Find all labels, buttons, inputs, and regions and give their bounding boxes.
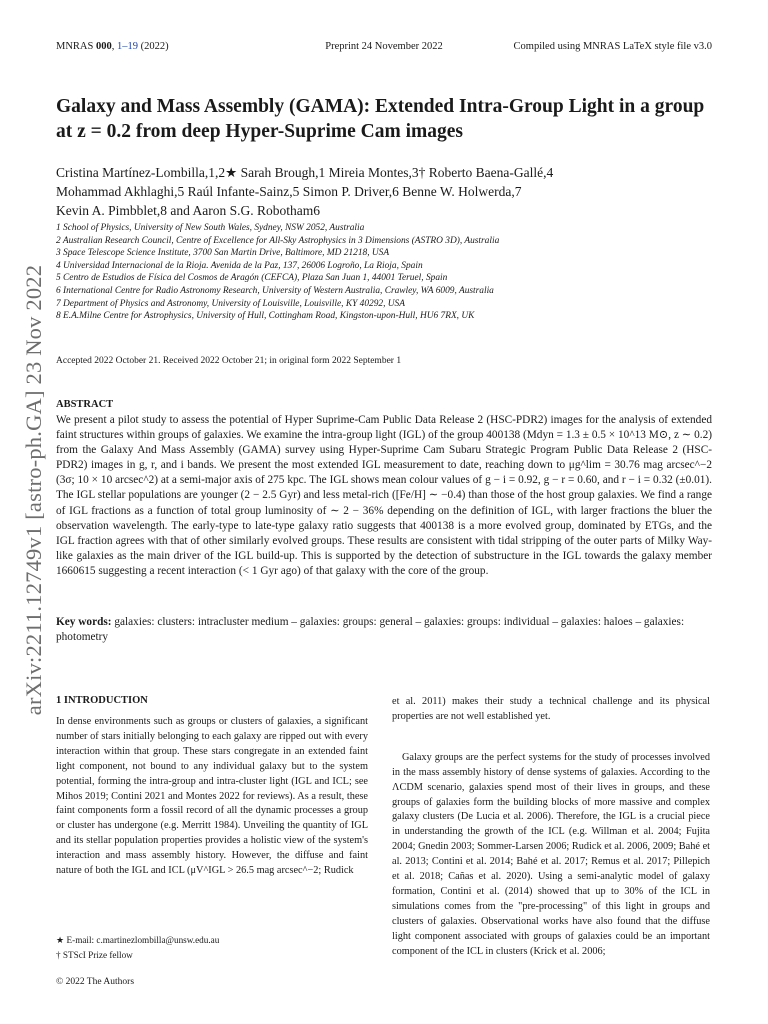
copyright-notice: © 2022 The Authors	[56, 977, 135, 987]
affiliation: 5 Centro de Estudios de Física del Cosmos de Aragón (CEFCA), Plaza San Juan 1, 44001 Teruel, Spain	[56, 273, 448, 284]
footnote-prize: † STScI Prize fellow	[56, 950, 133, 960]
section-heading: 1 INTRODUCTION	[56, 695, 148, 706]
preprint-date: Preprint 24 November 2022	[325, 41, 443, 52]
journal-reference: MNRAS 000, 1–19 (2022)	[56, 41, 169, 52]
right-column	[392, 695, 710, 960]
keywords-text: galaxies: clusters: intracluster medium – galaxies: groups: general – galaxies: groups: individual – galaxies: haloes – galaxies: photometry	[56, 616, 685, 643]
affiliation: 1 School of Physics, University of New South Wales, Sydney, NSW 2052, Australia	[56, 223, 365, 233]
arxiv-watermark	[14, 230, 54, 750]
keywords	[56, 615, 712, 645]
affiliation: 2 Australian Research Council, Centre of Excellence for All-Sky Astrophysics in 3 Dimensions (ASTRO 3D), Australia	[56, 235, 500, 246]
page-range-link[interactable]: 1–19	[116, 41, 138, 52]
compiled-note: Compiled using MNRAS LaTeX style file v3.0	[513, 41, 712, 52]
intro-paragraph-continued: et al. 2011) makes their study a technical challenge and its physical properties are not well established yet.	[392, 696, 710, 722]
abstract-section	[56, 399, 712, 579]
affiliation: 4 Universidad Internacional de la Rioja. Avenida de la Paz, 137, 26006 Logroño, La Rioja, Spain	[56, 260, 423, 271]
affiliation: 6 International Centre for Radio Astronomy Research, University of Western Australia, Crawley, WA 6009, Australia	[56, 285, 494, 296]
running-header	[56, 41, 712, 55]
affiliation: 8 E.A.Milne Centre for Astrophysics, University of Hull, Cottingham Road, Kingston-upon-Hull, HU6 7RX, UK	[56, 311, 475, 322]
author-line: Mohammad Akhlaghi,5 Raúl Infante-Sainz,5 Simon P. Driver,6 Benne W. Holwerda,7	[56, 184, 522, 199]
intro-paragraph: In dense environments such as groups or clusters of galaxies, a significant number of stars initially belonging to each galaxy are ripped out with every interaction within that group. These stars congregate in an extended faint light component, not bound to any individual galaxy but to the system potential, forming the intra-group and intra-cluster light (IGL and ICL; see Mihos 2019; Contini 2021 and Montes 2022 for reviews). As a result, these faint components form a fossil record of all the dynamic processes a group or cluster has undergone (e.g. Merritt 1984). Unveiling the quantity of IGL and its stellar population properties provides a holistic view of the system's interaction and mass assembly history. However, the diffuse and faint nature of both the IGL and ICL (μV^IGL > 26.5 mag arcsec^−2; Rudick	[56, 716, 368, 877]
author-line: Cristina Martínez-Lombilla,1,2★ Sarah Brough,1 Mireia Montes,3† Roberto Baena-Gallé,4	[56, 165, 554, 180]
affiliation: 7 Department of Physics and Astronomy, University of Louisville, Louisville, KY 40292, USA	[56, 298, 405, 309]
affiliation-list	[56, 222, 716, 323]
author-line: Kevin A. Pimbblet,8 and Aaron S.G. Robotham6	[56, 203, 320, 218]
abstract-heading: ABSTRACT	[56, 399, 114, 410]
affiliation: 3 Space Telescope Science Institute, 3700 San Martin Drive, Baltimore, MD 21218, USA	[56, 248, 390, 259]
volume-number: 000	[95, 41, 112, 52]
footnotes	[56, 933, 368, 963]
submission-dates: Accepted 2022 October 21. Received 2022 October 21; in original form 2022 September 1	[56, 356, 402, 366]
author-list	[56, 163, 716, 220]
groups-paragraph: Galaxy groups are the perfect systems for the study of processes involved in the mass assembly history of dense systems of galaxies. According to the ΛCDM scenario, galaxies spend most of their lives in groups, and these groups of galaxies form the building blocks of more massive and complex galaxy clusters (De Lucia et al. 2006). Therefore, the IGL is a crucial piece in understanding the growth of the ICL (e.g. Willman et al. 2004; Fujita 2004; Gnedin 2003; Sommer-Larsen 2006; Rudick et al. 2006, 2009; Bahé et al. 2013; Contini et al. 2014; Bahé et al. 2017; Remus et al. 2017; Pillepich et al. 2018; Cañas et al. 2020). Using a semi-analytic model of galaxy formation, Contini et al. (2014) showed that up to 30% of the ICL in simulations comes from the "pre-processing" of this light in groups and clusters of galaxies. Observational works have also found that the diffuse light component associated with groups of galaxies could be an important component of the ICL in clusters (Krick et al. 2006;	[392, 751, 710, 957]
footnote-email: ★ E-mail: c.martinezlombilla@unsw.edu.au	[56, 935, 220, 945]
arxiv-identifier: arXiv:2211.12749v1 [astro-ph.GA] 23 Nov 2022	[21, 264, 46, 716]
keywords-label: Key words:	[56, 616, 112, 628]
paper-title: Galaxy and Mass Assembly (GAMA): Extended Intra-Group Light in a group at z = 0.2 from deep Hyper-Suprime Cam images	[56, 96, 705, 142]
abstract-text: We present a pilot study to assess the potential of Hyper Suprime-Cam Public Data Release 2 (HSC-PDR2) images for the analysis of extended faint structures within groups of galaxies. We examine the intra-group light (IGL) of the group 400138 (Mdyn = 1.3 ± 0.5 × 10^13 M⊙, z ∼ 0.2) from the Galaxy And Mass Assembly (GAMA) survey using Hyper-Suprime Cam Subaru Strategic Program Public Data Release 2 (HSC-PDR2) images in g, r, and i bands. We present the most extended IGL measurement to date, reaching down to μg^lim = 30.76 mag arcsec^−2 (3σ; 10 × 10 arcsec^2) at a semi-major axis of 275 kpc. The IGL shows mean colour values of g − i = 0.92, g − r = 0.60, and r − i = 0.32 (±0.01). The IGL stellar populations are younger (2 − 2.5 Gyr) and less metal-rich ([Fe/H] ∼ −0.4) than those of the host group galaxies. We find a range of IGL fractions as a function of total group luminosity of ∼ 2 − 36% depending on the definition of IGL, with larger fractions the bluer the observation wavelength. The early-type to late-type galaxy ratio suggests that 400138 is a more evolved group, dominated by ETGs, and the IGL fraction agrees with that of other similarly evolved groups. These results are consistent with tidal stripping of the outer parts of Milky Way-like galaxies as the main driver of the IGL build-up. This is supported by the detection of substructure in the IGL towards the galaxy member 1660615 suggesting a recent interaction (< 1 Gyr ago) of that galaxy with the core of the group.	[56, 414, 712, 577]
left-column	[56, 695, 368, 879]
